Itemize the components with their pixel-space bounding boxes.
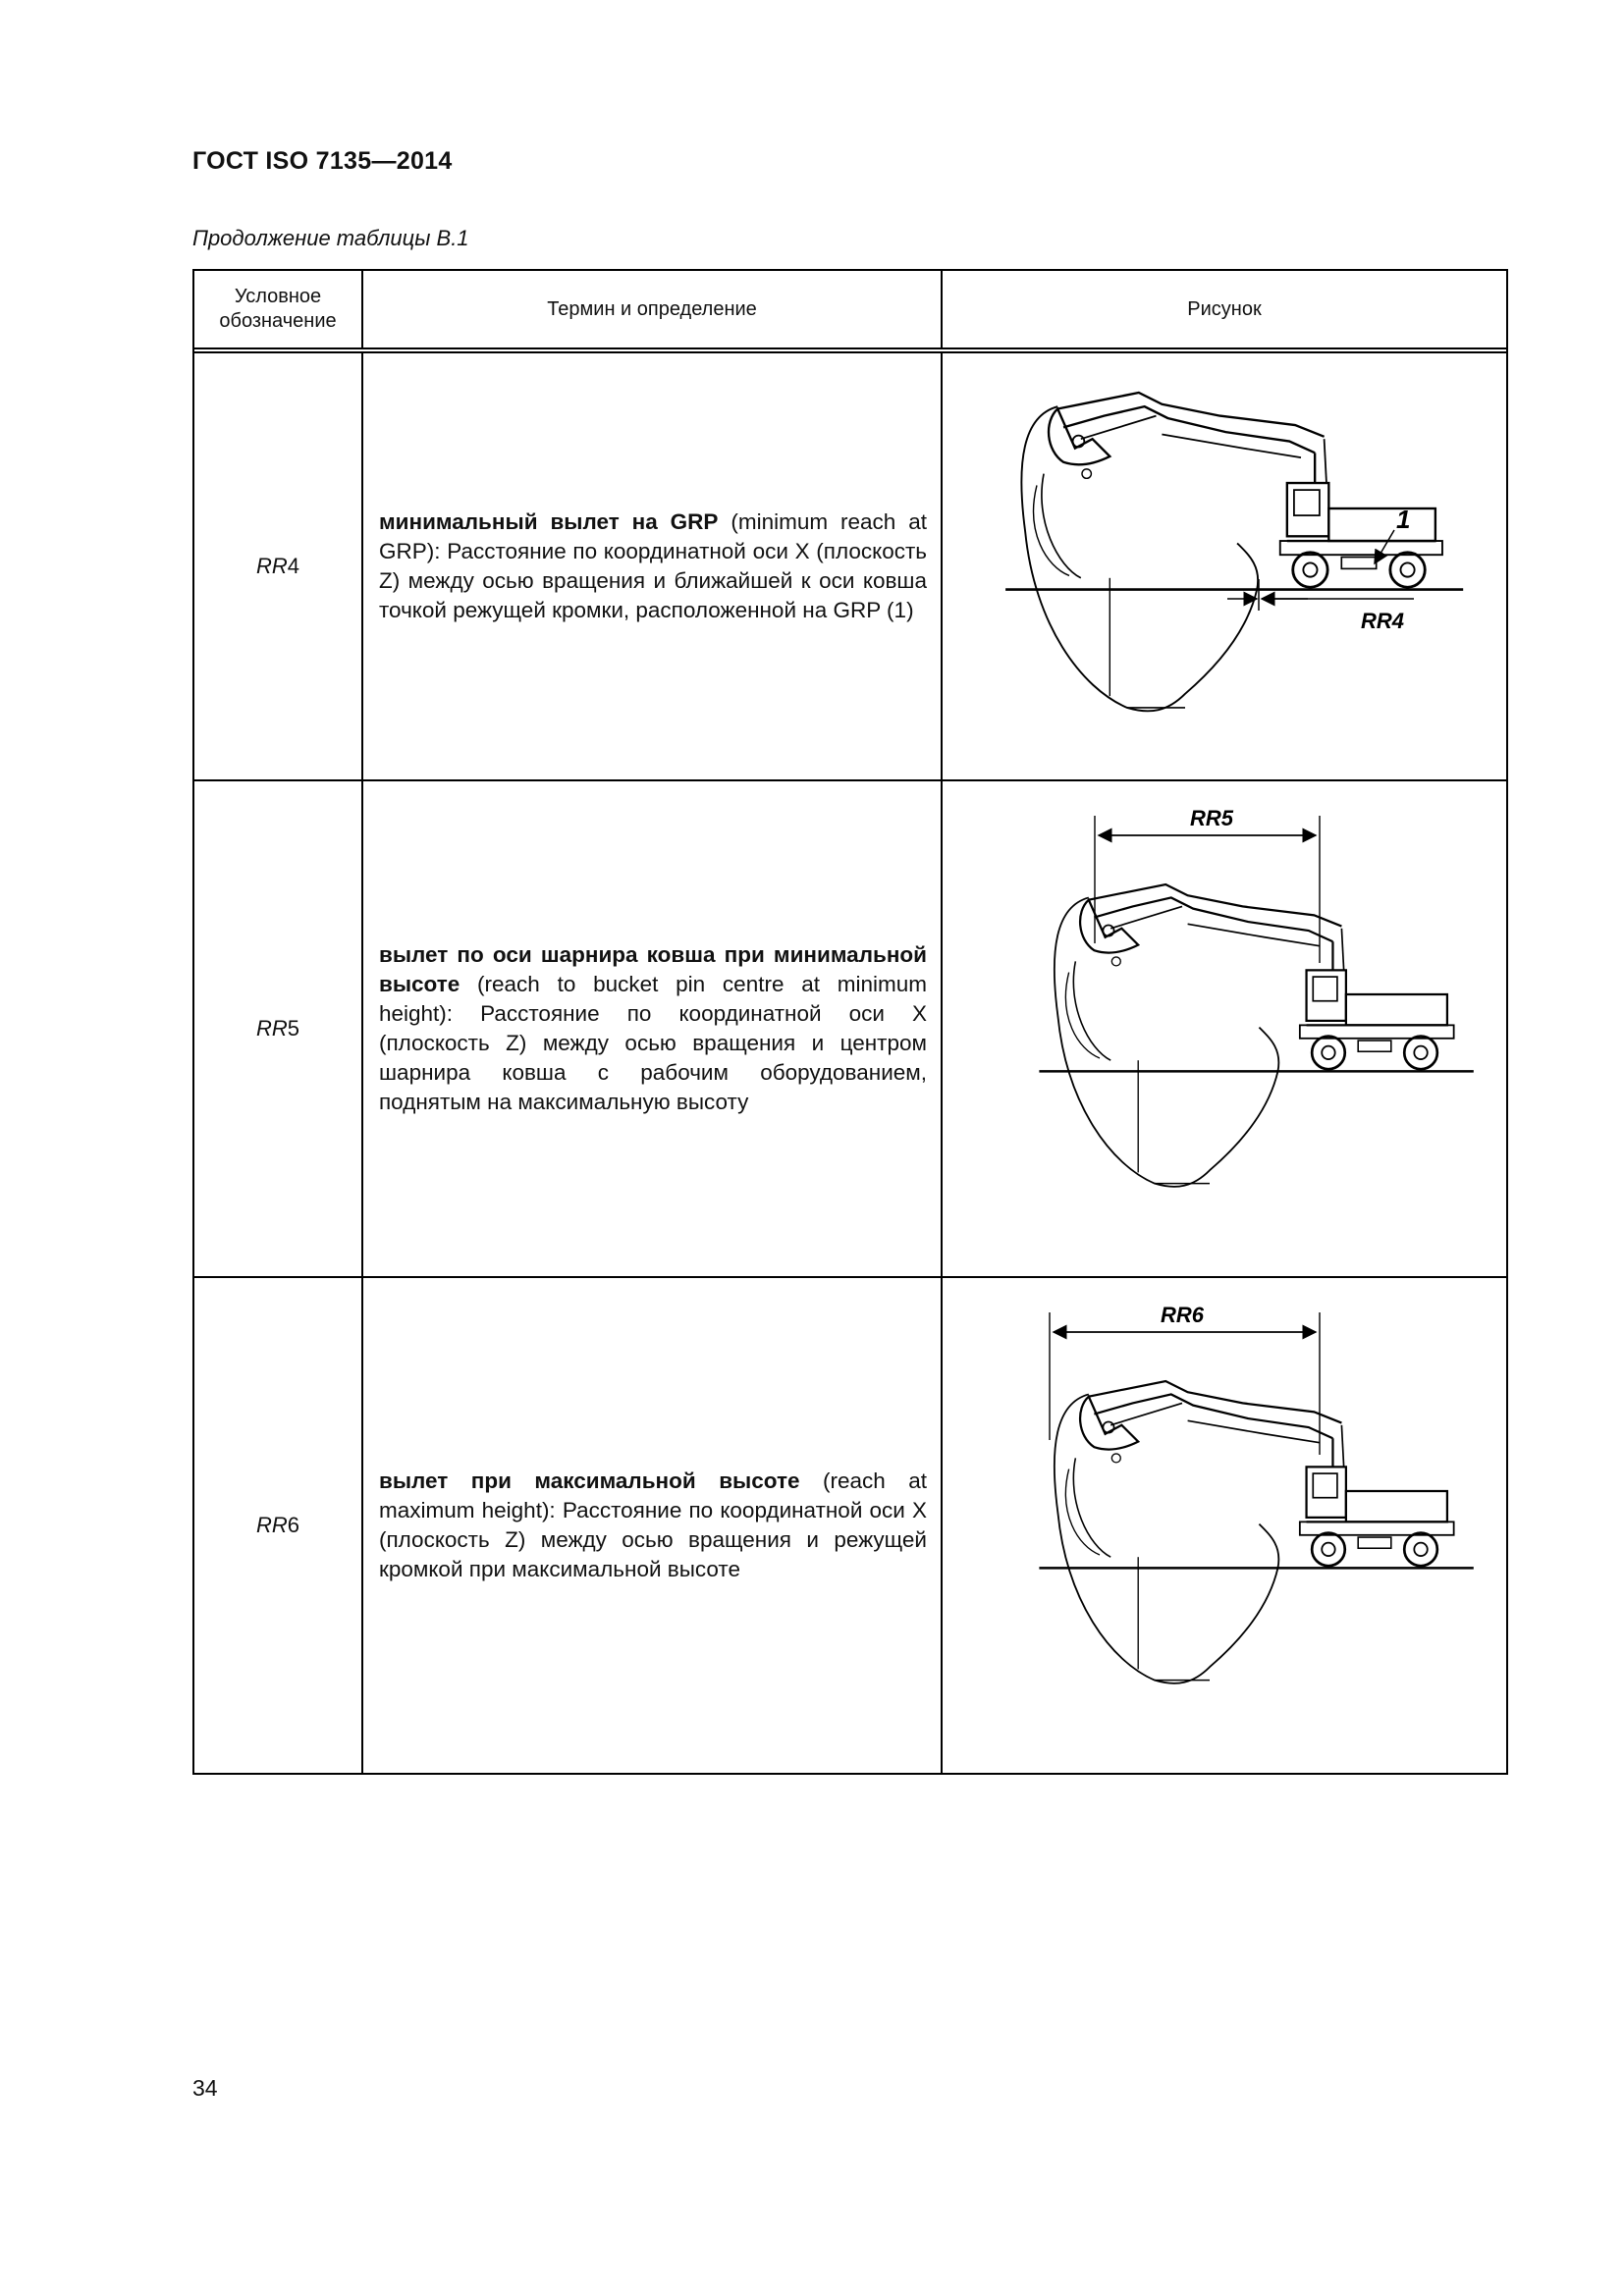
table-row bbox=[193, 1277, 1507, 1774]
symbol-suffix: 4 bbox=[287, 554, 300, 578]
table-caption: Продолжение таблицы В.1 bbox=[192, 226, 469, 250]
document-header: ГОСТ ISO 7135—2014 bbox=[192, 147, 453, 175]
dimension-label-rr4: RR4 bbox=[1361, 609, 1405, 633]
symbol-cell bbox=[193, 780, 362, 1277]
callout-1: 1 bbox=[1396, 505, 1411, 534]
figure-cell bbox=[942, 780, 1507, 1277]
symbol-prefix: RR bbox=[255, 554, 288, 578]
page-number: 34 bbox=[192, 2075, 218, 2101]
excavator-figure-rr4 bbox=[943, 353, 1506, 779]
symbol-suffix: 5 bbox=[287, 1016, 300, 1041]
term: минимальный вылет на GRP bbox=[379, 509, 719, 534]
dimension-label-rr6: RR6 bbox=[1161, 1303, 1205, 1327]
definitions-table bbox=[192, 269, 1508, 1775]
definition-cell bbox=[362, 1277, 942, 1774]
excavator-figure-rr6 bbox=[943, 1278, 1506, 1773]
figure-cell bbox=[942, 1277, 1507, 1774]
column-header-term: Термин и определение bbox=[362, 270, 942, 348]
symbol-prefix: RR bbox=[255, 1513, 288, 1537]
definition-cell bbox=[362, 352, 942, 780]
excavator-figure-rr5 bbox=[943, 781, 1506, 1276]
symbol-prefix: RR bbox=[255, 1016, 288, 1041]
definition: (reach at maximum height): Расстояние по координатной оси X (плоскость Z) между осью вращения и режущей кромкой при максимальной высоте bbox=[379, 1468, 927, 1581]
table-header-row bbox=[193, 270, 1507, 348]
definition-cell bbox=[362, 780, 942, 1277]
definition: (minimum reach at GRP): Расстояние по координатной оси X (плоскость Z) между осью вращения и ближайшей к оси ковша точкой режущей кромки, расположенной на GRP (1) bbox=[379, 509, 927, 622]
table-row bbox=[193, 780, 1507, 1277]
term: вылет при максимальной высоте bbox=[379, 1468, 800, 1493]
dimension-label-rr5: RR5 bbox=[1190, 806, 1234, 830]
symbol-cell bbox=[193, 1277, 362, 1774]
term: вылет по оси шарнира ковша при минимальной высоте bbox=[379, 942, 927, 996]
column-header-symbol: Условное обозначение bbox=[193, 270, 362, 348]
definition: (reach to bucket pin centre at minimum height): Расстояние по координатной оси X (плоскость Z) между осью вращения и центром шарнира ковша с рабочим оборудованием, поднятым на максимальную высоту bbox=[379, 972, 927, 1114]
symbol-cell bbox=[193, 352, 362, 780]
figure-cell bbox=[942, 352, 1507, 780]
table-row bbox=[193, 352, 1507, 780]
column-header-figure: Рисунок bbox=[942, 270, 1507, 348]
symbol-suffix: 6 bbox=[287, 1513, 300, 1537]
